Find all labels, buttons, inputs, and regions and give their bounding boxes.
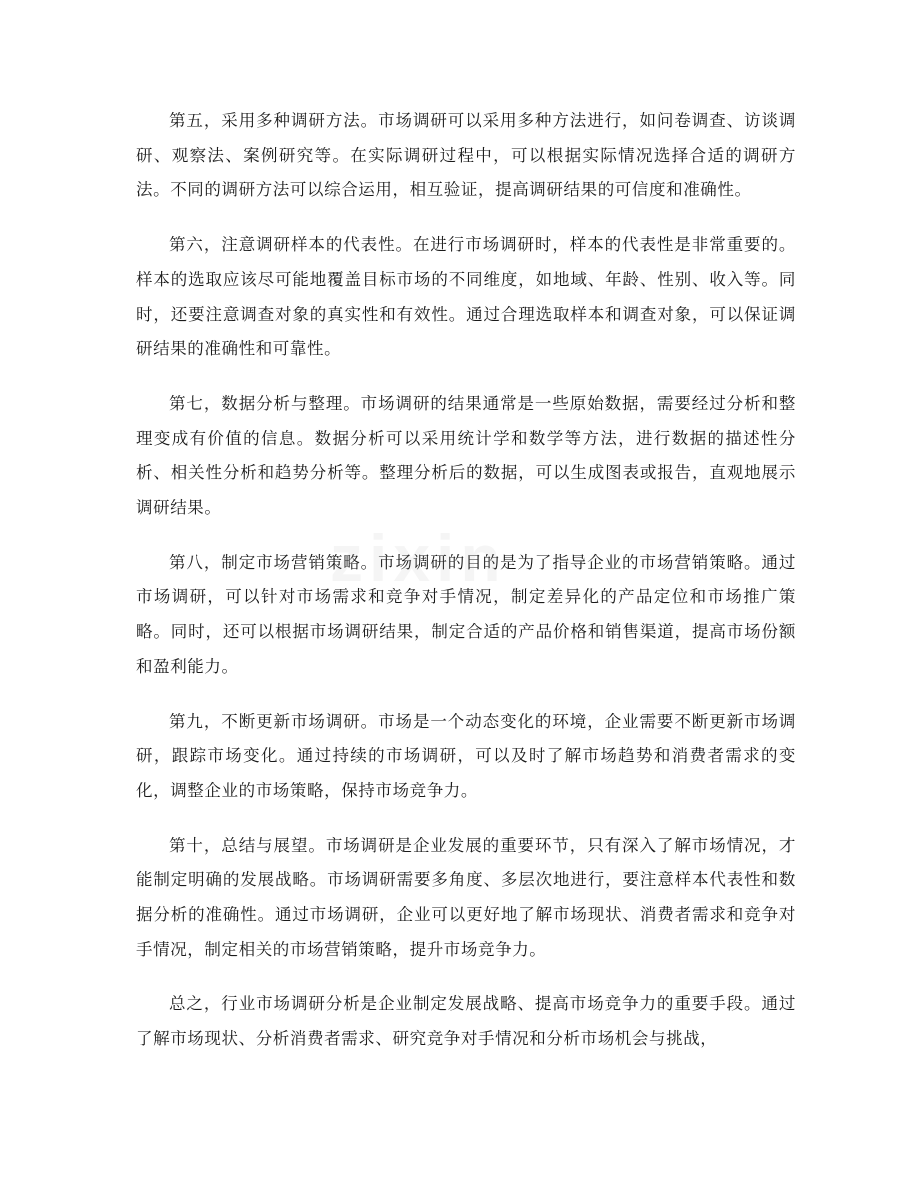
document-body <box>136 104 796 1077</box>
paragraph-9: 第九，不断更新市场调研。市场是一个动态变化的环境，企业需要不断更新市场调研，跟踪市场变化。通过持续的市场调研，可以及时了解市场趋势和消费者需求的变化，调整企业的市场策略，保持市场竞争力。 <box>136 711 796 800</box>
paragraph-8: 第八，制定市场营销策略。市场调研的目的是为了指导企业的市场营销策略。通过市场调研，可以针对市场需求和竞争对手情况，制定差异化的产品定位和市场推广策略。同时，还可以根据市场调研结果，制定合适的产品价格和销售渠道，提高市场份额和盈利能力。 <box>136 552 796 676</box>
paragraph-7: 第七，数据分析与整理。市场调研的结果通常是一些原始数据，需要经过分析和整理变成有价值的信息。数据分析可以采用统计学和数学等方法，进行数据的描述性分析、相关性分析和趋势分析等。整理分析后的数据，可以生成图表或报告，直观地展示调研结果。 <box>136 393 796 518</box>
paragraph-10: 第十，总结与展望。市场调研是企业发展的重要环节，只有深入了解市场情况，才能制定明确的发展战略。市场调研需要多角度、多层次地进行，要注意样本代表性和数据分析的准确性。通过市场调研，企业可以更好地了解市场现状、消费者需求和竞争对手情况，制定相关的市场营销策略，提升市场竞争力。 <box>136 835 796 959</box>
paragraph-6: 第六，注意调研样本的代表性。在进行市场调研时，样本的代表性是非常重要的。样本的选取应该尽可能地覆盖目标市场的不同维度，如地域、年龄、性别、收入等。同时，还要注意调查对象的真实性和有效性。通过合理选取样本和调查对象，可以保证调研结果的准确性和可靠性。 <box>136 235 796 359</box>
watermark-logo: zixin <box>330 521 507 595</box>
paragraph-5: 第五，采用多种调研方法。市场调研可以采用多种方法进行，如问卷调查、访谈调研、观察法、案例研究等。在实际调研过程中，可以根据实际情况选择合适的调研方法。不同的调研方法可以综合运用，相互验证，提高调研结果的可信度和准确性。 <box>136 111 796 200</box>
paragraph-summary: 总之，行业市场调研分析是企业制定发展战略、提高市场竞争力的重要手段。通过了解市场现状、分析消费者需求、研究竞争对手情况和分析市场机会与挑战， <box>136 994 796 1049</box>
